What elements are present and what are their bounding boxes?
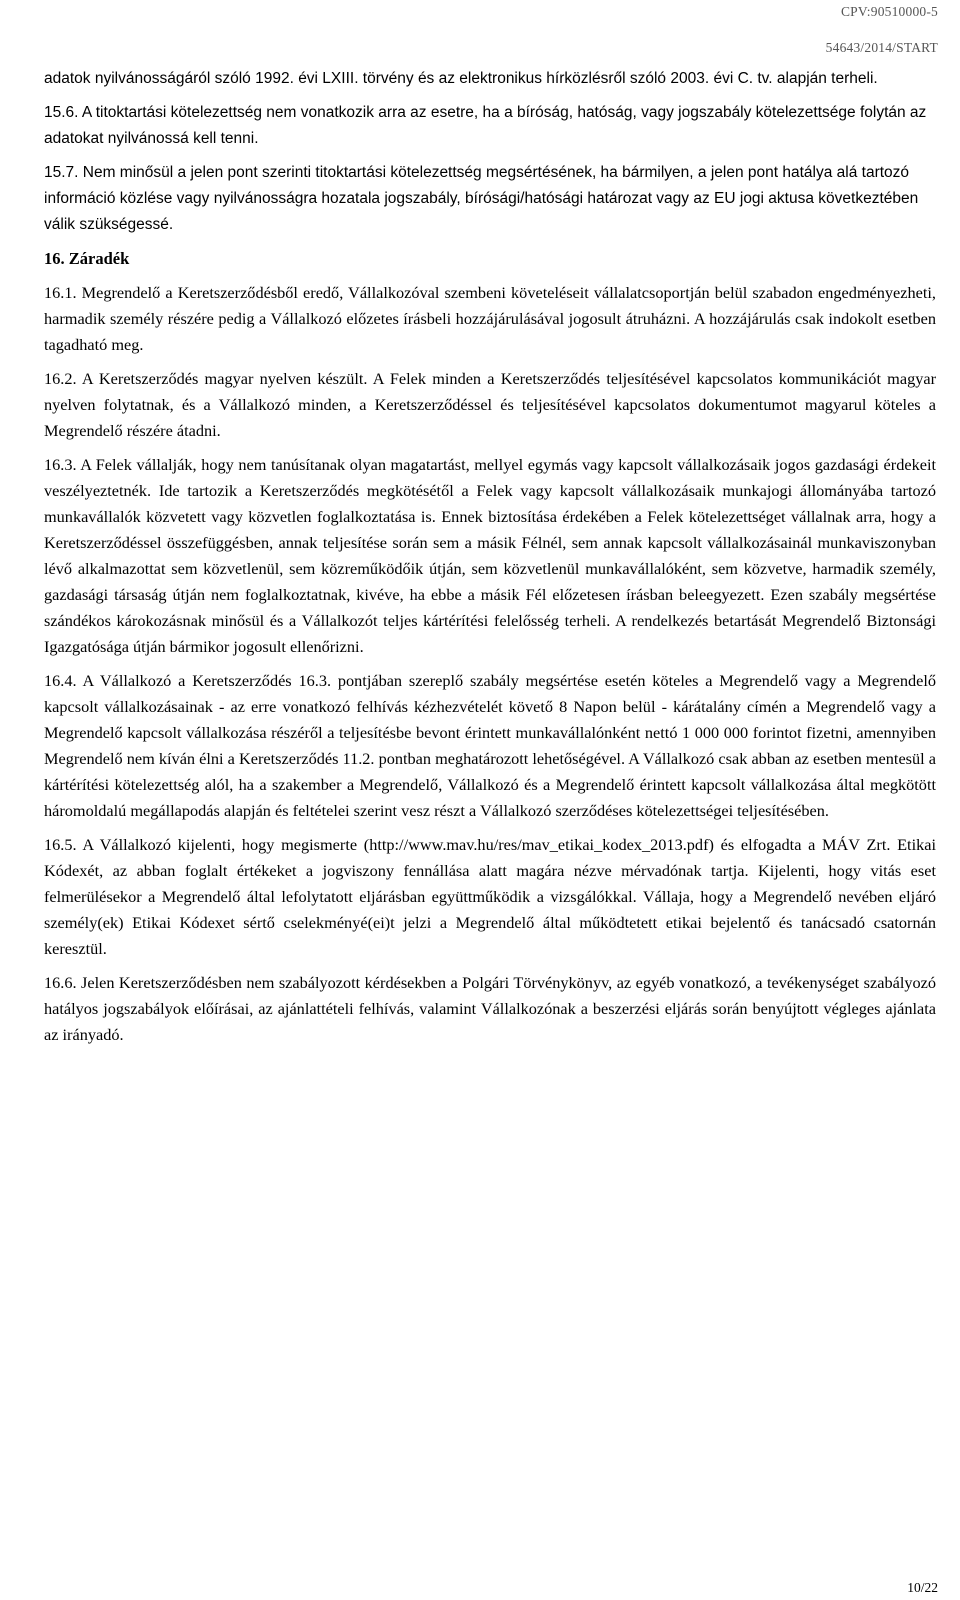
paragraph-15-6: 15.6. A titoktartási kötelezettség nem vonatkozik arra az esetre, ha a bíróság, hatóság, vagy jogszabály kötelezettsége folytán az adatokat nyilvánossá kell tenni. [44,104,927,147]
paragraph-16-3: 16.3. A Felek vállalják, hogy nem tanúsítanak olyan magatartást, mellyel egymás vagy kapcsolt vállalkozásaik jogos gazdasági érdekeit veszélyeztetnék. Ide tartozik a Keretszerződés megkötésétől a Felek vagy kapcsolt vállalkozásaik munkajogi állományába tartozó munkavállalók közvetett vagy közvetlen foglalkoztatása is. Ennek biztosítása érdekében a Felek kötelezettséget vállalnak arra, hogy a Keretszerződéssel összefüggésben, annak teljesítése során sem a másik Félnél, sem annak kapcsolt vállalkozásainál munkaviszonyban lévő alkalmazottat sem közvetlenül, sem közreműködőik útján, sem közvetlenül munkavállalóként, sem közvetve, harmadik személy, gazdasági társaság útján nem foglalkoztatnak, kivéve, ha ebbe a másik Fél előzetesen írásban beleegyezett. Ezen szabály megsértése szándékos károkozásnak minősül és a Vállalkozót teljes kártérítési felelősség terheli. A rendelkezés betartását Megrendelő Biztonsági Igazgatósága útján bármikor jogosult ellenőrizni. [44,455,936,656]
section-heading-16: 16. Záradék [44,249,130,268]
paragraph-16-4: 16.4. A Vállalkozó a Keretszerződés 16.3. pontjában szereplő szabály megsértése esetén köteles a Megrendelő vagy a Megrendelő kapcsolt vállalkozásainak - az erre vonatkozó felhívás kézhezvételét követő 8 Napon belül - kárátalány címén a Megrendelő vagy a Megrendelő kapcsolt vállalkozása részéről a teljesítésbe bevont érintett munkavállalónként nettó 1 000 000 forintot fizetni, amennyiben Megrendelő nem kíván élni a Keretszerződés 11.2. pontban meghatározott lehetőségével. A Vállalkozó csak abban az esetben mentesül a kártérítési kötelezettség alól, ha a szakember a Megrendelő, Vállalkozó és a Megrendelő érintett kapcsolt vállalkozása által megkötött háromoldalú megállapodás alapján és feltételei szerint vesz részt a Vállalkozó szerződéses kötelezettségei teljesítésében. [44,671,936,820]
page-number: 10/22 [907,1580,938,1595]
document-body [44,66,936,1056]
paragraph-15-7: 15.7. Nem minősül a jelen pont szerinti titoktartási kötelezettség megsértésének, ha bármilyen, a jelen pont hatálya alá tartozó információ közlése vagy nyilvánosságra hozatala jogszabály, bírósági/hatósági határozat vagy az EU jogi aktusa következtében válik szükségessé. [44,164,919,233]
reference-number: 54643/2014/START [825,40,938,55]
cpv-code: CPV:90510000-5 [840,4,938,19]
paragraph-16-6: 16.6. Jelen Keretszerződésben nem szabályozott kérdésekben a Polgári Törvénykönyv, az egyéb vonatkozó, a tevékenységet szabályozó hatályos jogszabályok előírásai, az ajánlattételi felhívás, valamint Vállalkozónak a beszerzési eljárás során benyújtott végleges ajánlata az irányadó. [44,973,936,1044]
paragraph-intro: adatok nyilvánosságáról szóló 1992. évi LXIII. törvény és az elektronikus hírközlésről szóló 2003. évi C. tv. alapján terheli. [44,70,878,87]
paragraph-16-1: 16.1. Megrendelő a Keretszerződésből eredő, Vállalkozóval szembeni követeléseit vállalatcsoportján belül szabadon engedményezheti, harmadik személy részére pedig a Vállalkozó előzetes írásbeli hozzájárulásával jogosult átruházni. A hozzájárulás csak indokolt esetben tagadható meg. [44,283,936,354]
paragraph-16-2: 16.2. A Keretszerződés magyar nyelven készült. A Felek minden a Keretszerződés teljesítésével kapcsolatos kommunikációt magyar nyelven folytatnak, és a Vállalkozó minden, a Keretszerződéssel és teljesítésével kapcsolatos dokumentumot magyarul köteles a Megrendelő részére átadni. [44,369,936,440]
paragraph-16-5: 16.5. A Vállalkozó kijelenti, hogy megismerte (http://www.mav.hu/res/mav_etikai_kodex_2013.pdf) és elfogadta a MÁV Zrt. Etikai Kódexét, az abban foglalt értékeket a jogviszony fennállása alatt magára nézve mérvadónak tartja. Kijelenti, hogy vitás eset felmerülésekor a Megrendelő által lefolytatott eljárásban együttműködik a vizsgálókkal. Vállaja, hogy a Megrendelő nevében eljáró személy(ek) Etikai Kódexet sértő cselekményé(ei)t jelzi a Megrendelő által működtetett etikai bejelentő és tanácsadó csatornán keresztül. [44,835,936,958]
